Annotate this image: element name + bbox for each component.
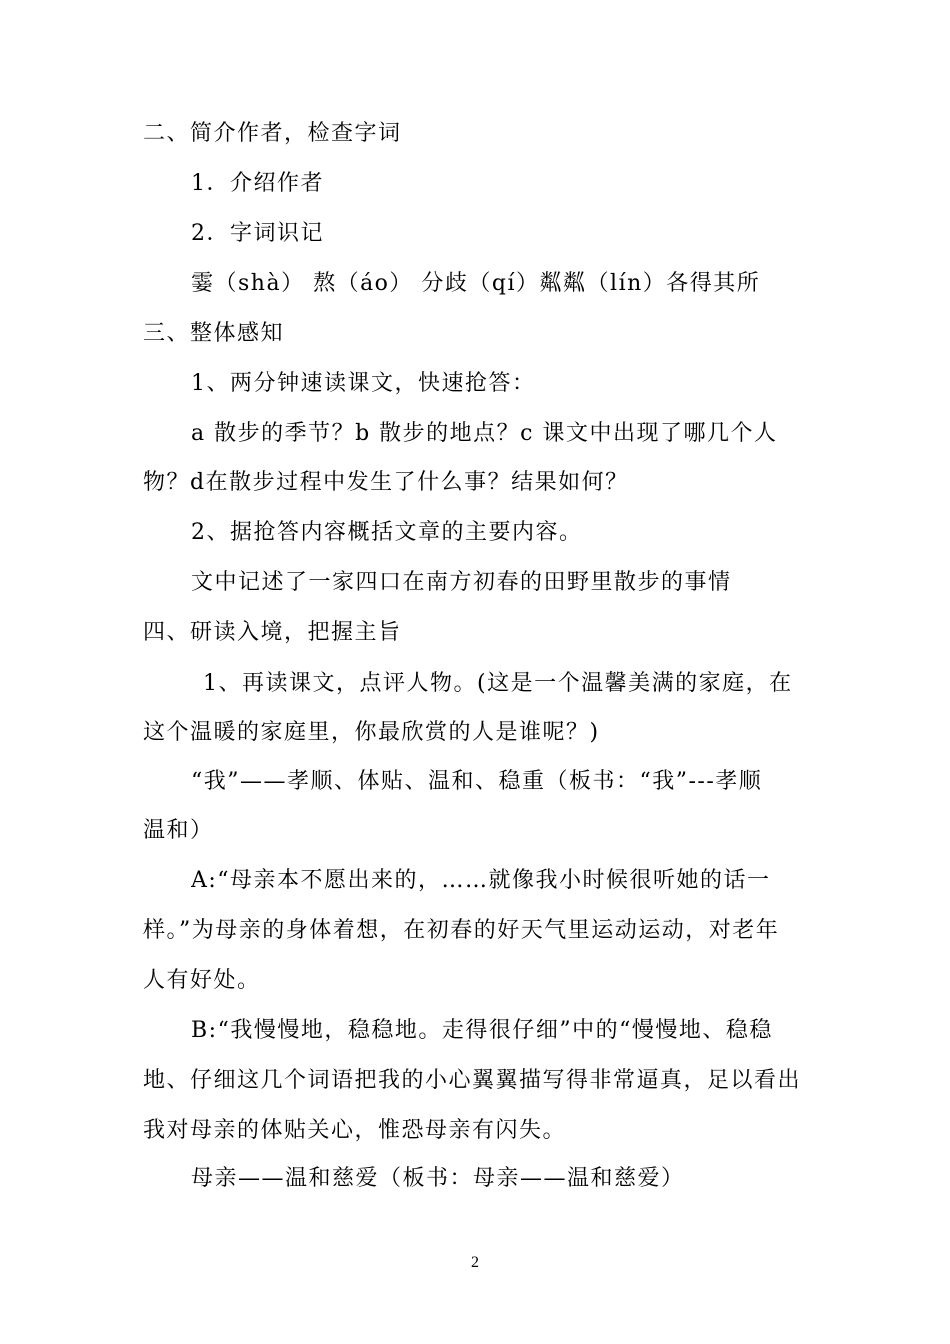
paragraph-line: “我”——孝顺、体贴、温和、稳重（板书：“我”---孝顺 (191, 769, 763, 794)
paragraph-line: B:“我慢慢地，稳稳地。走得很仔细”中的“慢慢地、稳稳 (191, 1018, 773, 1043)
paragraph-line: 2、据抢答内容概括文章的主要内容。 (191, 520, 583, 545)
paragraph-line: 温和） (143, 818, 214, 843)
page-number: 2 (471, 1254, 479, 1271)
section-heading-4: 四、研读入境，把握主旨 (143, 620, 402, 645)
vocabulary-line: 霎（shà） 熬（áo） 分歧（qí）粼粼（lín）各得其所 (191, 271, 761, 296)
paragraph-line: 样。”为母亲的身体着想，在初春的好天气里运动运动，对老年 (143, 918, 780, 943)
paragraph-line: 文中记述了一家四口在南方初春的田野里散步的事情 (191, 570, 732, 595)
paragraph-line: 人有好处。 (143, 968, 261, 993)
list-item-introduce-author: 1．介绍作者 (191, 171, 324, 196)
paragraph-line: 物？d在散步过程中发生了什么事？结果如何？ (143, 470, 629, 495)
list-item-vocabulary: 2．字词识记 (191, 221, 324, 246)
section-heading-2: 二、简介作者，检查字词 (143, 121, 402, 146)
paragraph-line: 这个温暖的家庭里，你最欣赏的人是谁呢？) (143, 720, 600, 745)
paragraph-line: 母亲——温和慈爱（板书：母亲——温和慈爱） (191, 1166, 685, 1191)
paragraph-line: 我对母亲的体贴关心，惟恐母亲有闪失。 (143, 1118, 567, 1143)
paragraph-line: A:“母亲本不愿出来的，……就像我小时候很听她的话一 (191, 868, 771, 893)
paragraph-line: 地、仔细这几个词语把我的小心翼翼描写得非常逼真，足以看出 (143, 1068, 802, 1093)
paragraph-line: 1、两分钟速读课文，快速抢答： (191, 371, 536, 396)
paragraph-line: a 散步的季节？b 散步的地点？c 课文中出现了哪几个人 (191, 421, 778, 446)
section-heading-3: 三、整体感知 (143, 321, 285, 346)
paragraph-line: 1、再读课文，点评人物。(这是一个温馨美满的家庭，在 (203, 671, 793, 696)
